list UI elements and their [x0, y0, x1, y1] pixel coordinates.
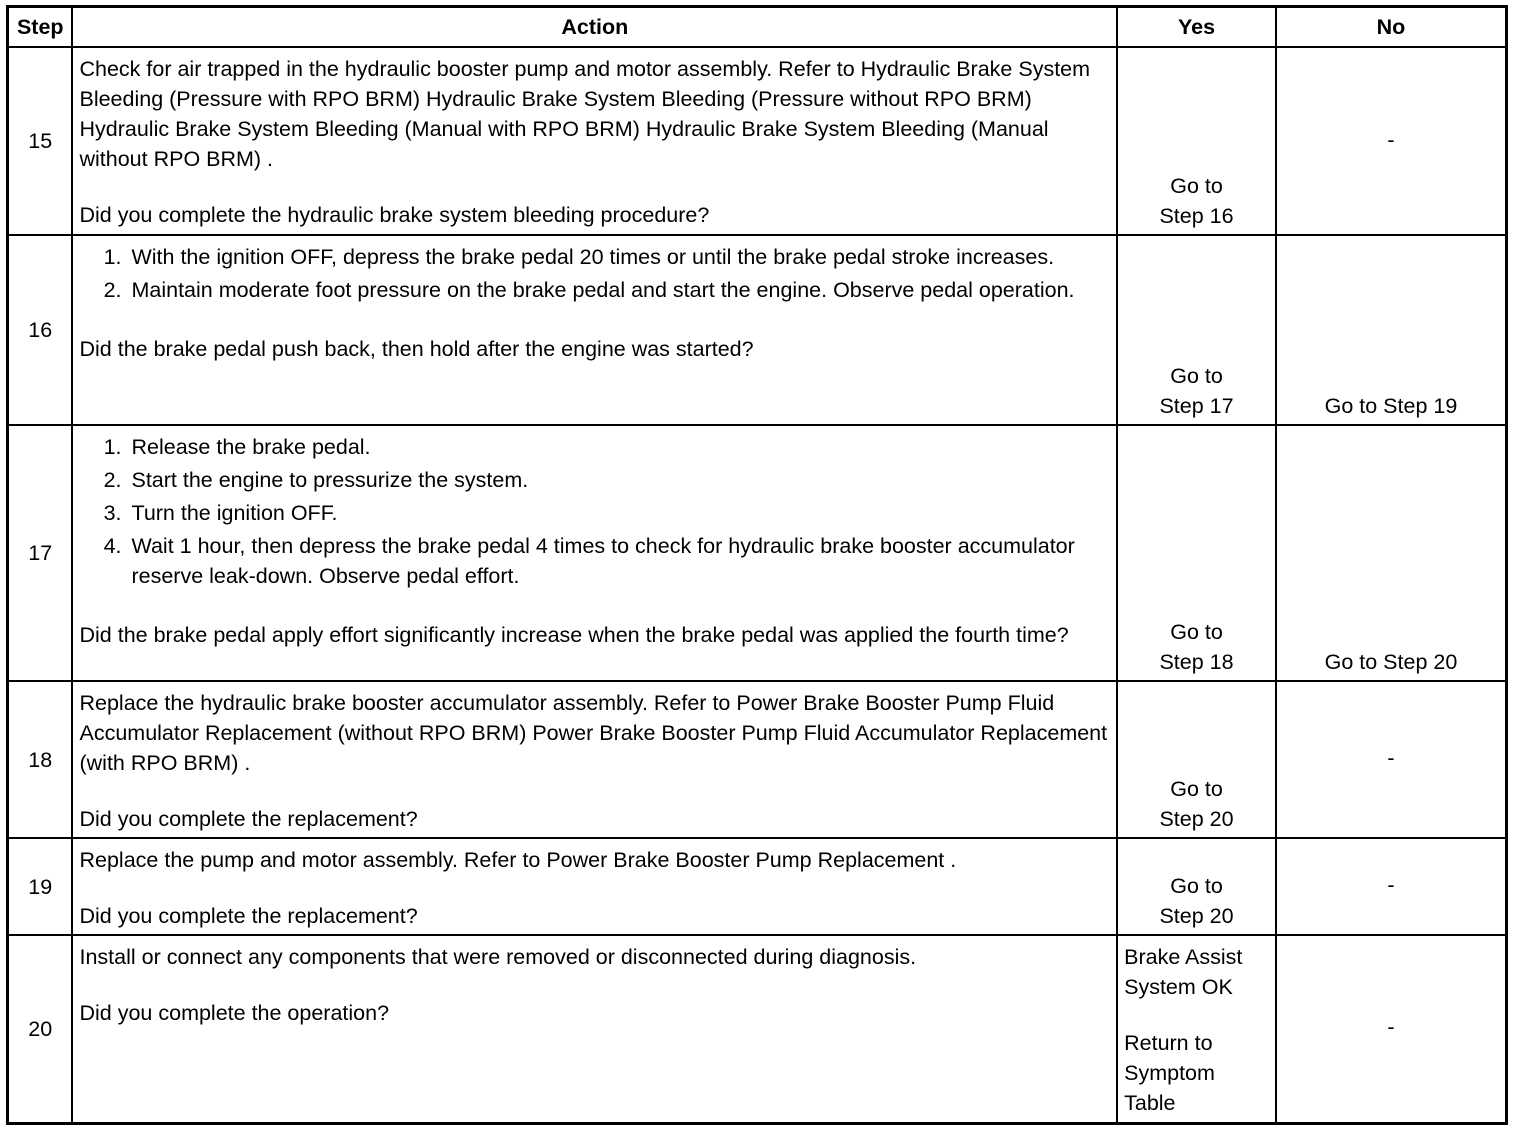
step-number: 20	[8, 935, 73, 1123]
no-cell: Go to Step 19	[1276, 235, 1507, 425]
yes-result: Go to	[1170, 777, 1223, 801]
table-row	[8, 838, 1507, 935]
no-cell: -	[1276, 681, 1507, 838]
no-cell: -	[1276, 47, 1507, 235]
spacer	[79, 875, 1110, 901]
action-question: Did you complete the replacement?	[79, 904, 418, 928]
yes-result: Go to	[1170, 874, 1223, 898]
yes-result: Return to Symptom Table	[1124, 1031, 1215, 1115]
action-steps	[79, 242, 1110, 305]
action-cell	[72, 838, 1117, 935]
action-cell	[72, 935, 1117, 1123]
no-cell: -	[1276, 838, 1507, 935]
spacer	[1124, 1002, 1269, 1028]
action-question: Did you complete the replacement?	[79, 807, 418, 831]
step-number: 19	[8, 838, 73, 935]
action-cell	[72, 235, 1117, 425]
table-row	[8, 235, 1507, 425]
yes-result: Step 20	[1159, 807, 1234, 831]
step-number: 16	[8, 235, 73, 425]
action-cell	[72, 47, 1117, 235]
table-row	[8, 681, 1507, 838]
header-no: No	[1276, 7, 1507, 48]
action-steps	[79, 432, 1110, 591]
action-step: 1. With the ignition OFF, depress the brake pedal 20 times or until the brake pedal stroke increases.	[127, 242, 1110, 272]
step-number: 18	[8, 681, 73, 838]
spacer	[79, 778, 1110, 804]
yes-cell	[1117, 47, 1276, 235]
header-step: Step	[8, 7, 73, 48]
yes-result: Brake Assist System OK	[1124, 945, 1243, 999]
action-question: Did the brake pedal apply effort significantly increase when the brake pedal was applied the fourth time?	[79, 623, 1069, 647]
no-cell: Go to Step 20	[1276, 425, 1507, 681]
header-row	[8, 7, 1507, 48]
yes-cell	[1117, 681, 1276, 838]
table-row	[8, 935, 1507, 1123]
yes-cell	[1117, 838, 1276, 935]
action-cell	[72, 425, 1117, 681]
action-step: 2. Start the engine to pressurize the system.	[127, 465, 1110, 495]
spacer	[79, 308, 1110, 334]
yes-result: Step 20	[1159, 904, 1234, 928]
action-step: 3. Turn the ignition OFF.	[127, 498, 1110, 528]
table-row	[8, 425, 1507, 681]
action-cell	[72, 681, 1117, 838]
spacer	[79, 972, 1110, 998]
action-instruction: Replace the hydraulic brake booster accumulator assembly. Refer to Power Brake Booster Pump Fluid Accumulator Replacement (without RPO BRM) Power Brake Booster Pump Fluid Accumulator Replacement (with RPO BRM) .	[79, 691, 1108, 775]
yes-cell	[1117, 235, 1276, 425]
yes-result: Go to	[1170, 620, 1223, 644]
no-cell: -	[1276, 935, 1507, 1123]
spacer	[79, 594, 1110, 620]
yes-result: Step 18	[1159, 650, 1234, 674]
yes-cell	[1117, 935, 1276, 1123]
yes-cell	[1117, 425, 1276, 681]
action-question: Did the brake pedal push back, then hold after the engine was started?	[79, 337, 754, 361]
spacer	[79, 174, 1110, 200]
action-instruction: Check for air trapped in the hydraulic booster pump and motor assembly. Refer to Hydraulic Brake System Bleeding (Pressure with RPO BRM) Hydraulic Brake System Bleeding (Pressure without RPO BRM) Hydraulic Brake System Bleeding (Manual with RPO BRM) Hydraulic Brake System Bleeding (Manual without RPO BRM) .	[79, 57, 1091, 171]
action-step: 2. Maintain moderate foot pressure on the brake pedal and start the engine. Observe pedal operation.	[127, 275, 1110, 305]
action-question: Did you complete the operation?	[79, 1001, 390, 1025]
yes-result: Step 16	[1159, 204, 1234, 228]
action-instruction: Replace the pump and motor assembly. Refer to Power Brake Booster Pump Replacement .	[79, 848, 957, 872]
header-yes: Yes	[1117, 7, 1276, 48]
yes-result: Step 17	[1159, 394, 1234, 418]
header-action: Action	[72, 7, 1117, 48]
action-step: 4. Wait 1 hour, then depress the brake pedal 4 times to check for hydraulic brake booster accumulator reserve leak-down. Observe pedal effort.	[127, 531, 1110, 591]
step-number: 17	[8, 425, 73, 681]
yes-result: Go to	[1170, 364, 1223, 388]
action-instruction: Install or connect any components that were removed or disconnected during diagnosis.	[79, 945, 917, 969]
diagnostic-table	[6, 5, 1508, 1125]
action-question: Did you complete the hydraulic brake system bleeding procedure?	[79, 203, 710, 227]
yes-result: Go to	[1170, 174, 1223, 198]
table-row	[8, 47, 1507, 235]
step-number: 15	[8, 47, 73, 235]
action-step: 1. Release the brake pedal.	[127, 432, 1110, 462]
